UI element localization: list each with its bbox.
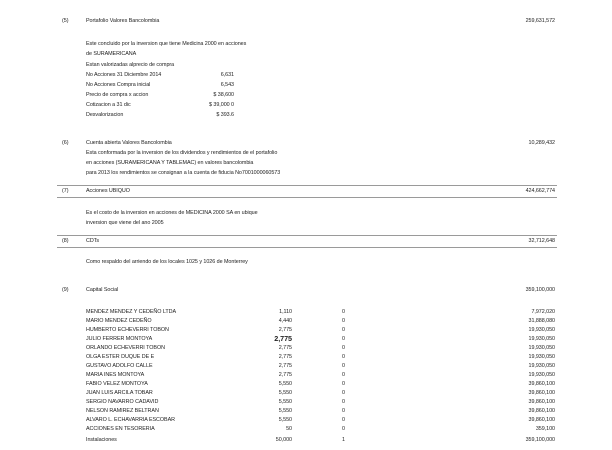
shares: 2,775 bbox=[278, 345, 292, 351]
shareholder-name: OLGA ESTER DUQUE DE E bbox=[86, 354, 155, 360]
note-number: (8) bbox=[62, 238, 69, 244]
share-value: 39,860,100 bbox=[528, 408, 555, 414]
note-line: Es el costo de la inversion en acciones de MEDICINA 2000 SA en ubique bbox=[86, 210, 258, 216]
shareholder-name: JUAN LUIS ARCILA TOBAR bbox=[86, 390, 153, 396]
zero-col: 0 bbox=[342, 327, 345, 333]
share-value: 19,930,050 bbox=[528, 372, 555, 378]
share-value: 359,100,000 bbox=[525, 437, 555, 443]
note-title: Cuenta abierta Valores Bancolombia bbox=[86, 140, 172, 146]
shareholder-name: JULIO FERRER MONTOYA bbox=[86, 336, 153, 342]
divider bbox=[57, 197, 557, 198]
share-value: 39,860,100 bbox=[528, 399, 555, 405]
share-value: 19,930,050 bbox=[528, 354, 555, 360]
shares: 5,550 bbox=[278, 390, 292, 396]
shareholder-name: MARIO MENDEZ CEDEÑO bbox=[86, 318, 152, 324]
shares: 2,775 bbox=[278, 327, 292, 333]
share-value: 359,100 bbox=[535, 426, 555, 432]
detail-label: Cotizacion a 31 dic bbox=[86, 102, 131, 108]
note-amount: 424,662,774 bbox=[525, 188, 555, 194]
note-line: para 2013 los rendimientos se consignan a la cuenta de fiducia No7001000060573 bbox=[86, 170, 281, 176]
zero-col: 0 bbox=[342, 345, 345, 351]
shareholder-name: FABIO VELEZ MONTOYA bbox=[86, 381, 148, 387]
shares: 4,440 bbox=[278, 318, 292, 324]
shares: 5,550 bbox=[278, 417, 292, 423]
note-line: Como respaldo del arriendo de los locales 1025 y 1026 de Monterrey bbox=[86, 259, 248, 265]
zero-col: 0 bbox=[342, 408, 345, 414]
shareholder-name: GUSTAVO ADOLFO CALLE bbox=[86, 363, 153, 369]
shares: 5,550 bbox=[278, 408, 292, 414]
detail-label: No Acciones Compra inicial bbox=[86, 82, 151, 88]
shares: 2,775 bbox=[278, 354, 292, 360]
note-line: Esta conformada por la inversion de los dividendos y rendimientos de el portafolio bbox=[86, 150, 278, 156]
note-title: Acciones UBIQUO bbox=[86, 188, 130, 194]
zero-col: 0 bbox=[342, 309, 345, 315]
share-value: 39,860,100 bbox=[528, 417, 555, 423]
note-amount: 32,712,648 bbox=[528, 238, 555, 244]
shareholder-name: HUMBERTO ECHEVERRI TOBON bbox=[86, 327, 169, 333]
note-title: Capital Social bbox=[86, 287, 119, 293]
note-line: Este concluido por la inversion que tiene Medicina 2000 en acciones bbox=[86, 41, 247, 47]
note-number: (5) bbox=[62, 18, 69, 24]
shares: 2,775 bbox=[278, 372, 292, 378]
zero-col: 0 bbox=[342, 417, 345, 423]
detail-value: $ 393.6 bbox=[216, 112, 234, 118]
detail-value: $ 38,600 bbox=[213, 92, 234, 98]
zero-col: 1 bbox=[342, 437, 345, 443]
zero-col: 0 bbox=[342, 354, 345, 360]
note-line: Estan valorizadas alprecio de compra bbox=[86, 62, 175, 68]
detail-label: Precio de compra x accion bbox=[86, 92, 149, 98]
zero-col: 0 bbox=[342, 399, 345, 405]
shareholder-name: ACCIONES EN TESORERIA bbox=[86, 426, 155, 432]
share-value: 39,860,100 bbox=[528, 390, 555, 396]
share-value: 19,930,050 bbox=[528, 327, 555, 333]
note-title: Portafolio Valores Bancolombia bbox=[86, 18, 160, 24]
shareholder-name: SERGIO NAVARRO CADAVID bbox=[86, 399, 159, 405]
shareholder-name: ORLANDO ECHEVERRI TOBON bbox=[86, 345, 165, 351]
shares: 2,775 bbox=[278, 363, 292, 369]
shares: 50,000 bbox=[275, 437, 292, 443]
note-amount: 359,100,000 bbox=[525, 287, 555, 293]
zero-col: 0 bbox=[342, 426, 345, 432]
shares: 50 bbox=[286, 426, 292, 432]
note-number: (7) bbox=[62, 188, 69, 194]
note-number: (9) bbox=[62, 287, 69, 293]
detail-label: No Acciones 31 Diciembre 2014 bbox=[86, 72, 162, 78]
zero-col: 0 bbox=[342, 363, 345, 369]
note-line: en acciones (SURAMERICANA Y TABLEMAC) en valores bancolombia bbox=[86, 160, 254, 166]
zero-col: 0 bbox=[342, 390, 345, 396]
zero-col: 0 bbox=[342, 381, 345, 387]
shares: 5,550 bbox=[278, 399, 292, 405]
zero-col: 0 bbox=[342, 336, 345, 342]
detail-value: 6,543 bbox=[220, 82, 234, 88]
share-value: 7,972,020 bbox=[531, 309, 555, 315]
divider bbox=[57, 185, 557, 186]
note-line: de SURAMERICANA bbox=[86, 51, 137, 57]
note-title: CDTs bbox=[86, 238, 99, 244]
shareholder-name: MENDEZ MENDEZ Y CEDEÑO LTDA bbox=[86, 309, 177, 315]
share-value: 19,930,050 bbox=[528, 345, 555, 351]
share-value: 19,930,050 bbox=[528, 336, 555, 342]
share-value: 19,930,050 bbox=[528, 363, 555, 369]
shareholder-name: Instalaciones bbox=[86, 437, 117, 443]
share-value: 39,860,100 bbox=[528, 381, 555, 387]
shareholder-name: ALVARO L. ECHAVARRIA ESCOBAR bbox=[86, 417, 175, 423]
detail-value: 6,631 bbox=[220, 72, 234, 78]
zero-col: 0 bbox=[342, 318, 345, 324]
divider bbox=[57, 235, 557, 236]
note-amount: 10,289,432 bbox=[528, 140, 555, 146]
shares: 1,110 bbox=[279, 309, 292, 315]
divider bbox=[57, 247, 557, 248]
shares: 2,775 bbox=[274, 334, 292, 343]
zero-col: 0 bbox=[342, 372, 345, 378]
shareholder-name: MARIA INES MONTOYA bbox=[86, 372, 145, 378]
note-number: (6) bbox=[62, 140, 69, 146]
note-amount: 259,631,572 bbox=[525, 18, 555, 24]
note-line: inversion que viene del ano 2005 bbox=[86, 220, 164, 226]
shares: 5,550 bbox=[278, 381, 292, 387]
detail-label: Desvalorizacion bbox=[86, 112, 124, 118]
detail-value: $ 39,000 0 bbox=[209, 102, 234, 108]
share-value: 31,888,080 bbox=[528, 318, 555, 324]
shareholder-name: NELSON RAMIREZ BELTRAN bbox=[86, 408, 159, 414]
